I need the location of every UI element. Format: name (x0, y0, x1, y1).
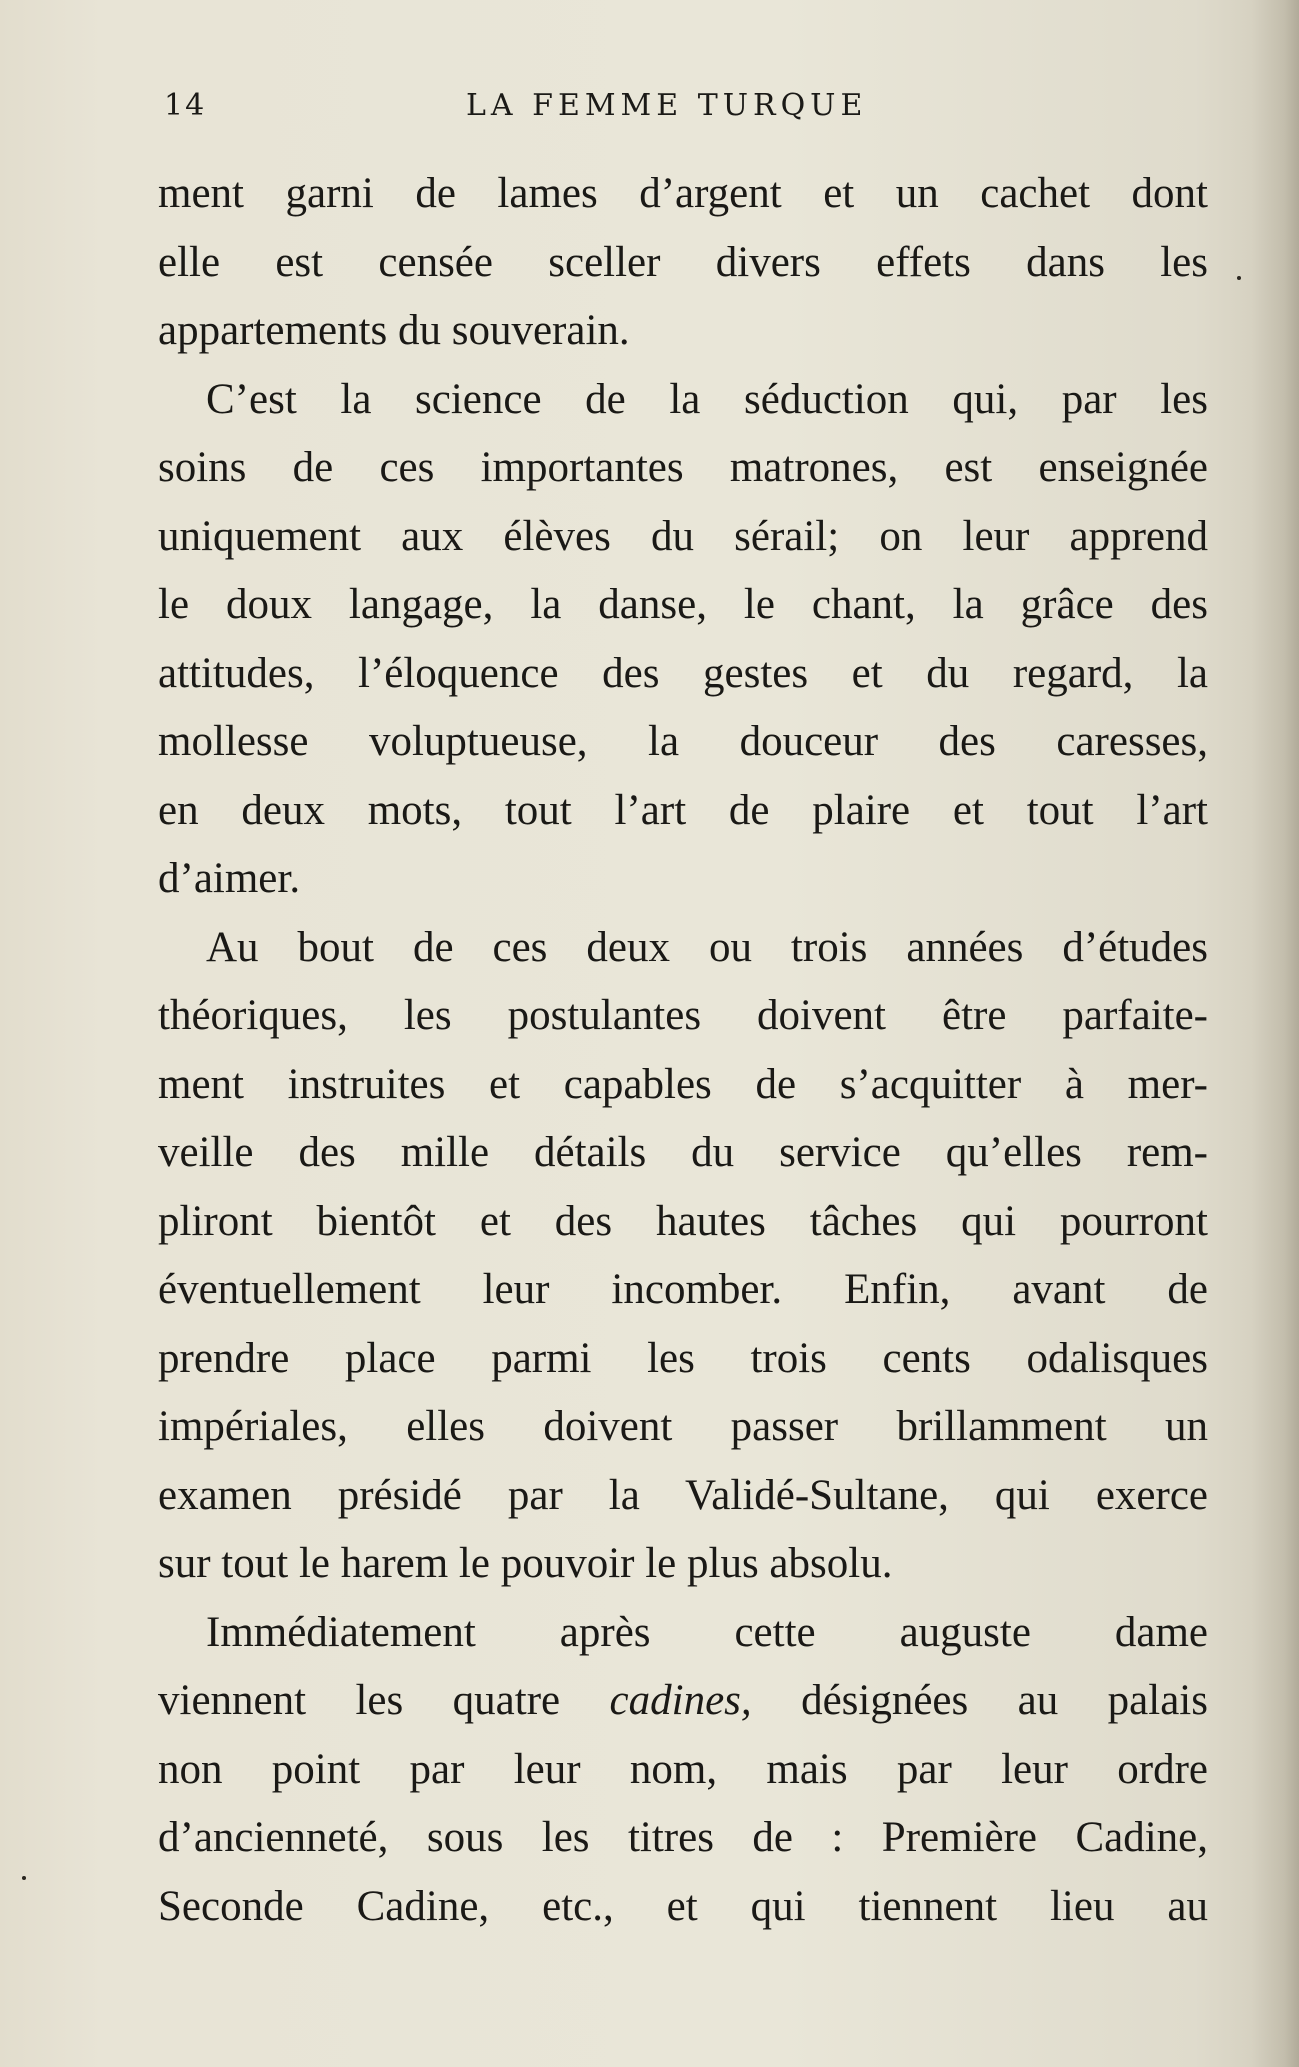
text-line: mollesse voluptueuse, la douceur des caresses, (158, 718, 1208, 765)
text-line: Immédiatement après cette auguste dame (206, 1608, 1208, 1656)
text-line (158, 1667, 1208, 1736)
paragraph-4 (158, 1599, 1208, 1942)
text-line: Seconde Cadine, etc., et qui tiennent lieu au (158, 1882, 1208, 1930)
text-line: sur tout le harem le pouvoir le plus absolu. (158, 1540, 893, 1587)
text-line: d’aimer. (158, 855, 301, 902)
body-text (158, 160, 1208, 1941)
text-line: C’est la science de la séduction qui, par les (206, 375, 1208, 423)
text-line: veille des mille détails du service qu’elles rem- (158, 1129, 1208, 1176)
text-line: impériales, elles doivent passer brillamment un (158, 1403, 1208, 1450)
text-line: uniquement aux élèves du sérail; on leur apprend (158, 512, 1208, 560)
text-line: ment garni de lames d’argent et un cachet dont (158, 170, 1208, 217)
text-line: ment instruites et capables de s’acquitter à mer- (158, 1060, 1208, 1108)
text-line: soins de ces importantes matrones, est enseignée (158, 444, 1208, 491)
text-line: théoriques, les postulantes doivent être parfaite- (158, 992, 1208, 1039)
text-line: le doux langage, la danse, le chant, la grâce des (158, 581, 1208, 628)
italic-term: cadines, (609, 1677, 752, 1724)
text-line: en deux mots, tout l’art de plaire et tout l’art (158, 786, 1208, 834)
text-run: désignées au palais (751, 1677, 1208, 1724)
text-line: prendre place parmi les trois cents odalisques (158, 1334, 1208, 1382)
text-line: examen présidé par la Validé-Sultane, qui exerce (158, 1471, 1208, 1519)
running-title: LA FEMME TURQUE (466, 88, 868, 123)
running-header (158, 88, 1208, 128)
print-speck (22, 1876, 26, 1880)
text-line: éventuellement leur incomber. Enfin, avant de (158, 1266, 1208, 1313)
paragraph-3 (158, 914, 1208, 1599)
text-run: viennent les quatre (158, 1677, 610, 1724)
text-line: non point par leur nom, mais par leur ordre (158, 1745, 1208, 1793)
text-line: Au bout de ces deux ou trois années d’études (206, 923, 1208, 971)
text-line: elle est censée sceller divers effets dans les (158, 238, 1208, 286)
text-line: pliront bientôt et des hautes tâches qui pourront (158, 1197, 1208, 1245)
text-line: attitudes, l’éloquence des gestes et du regard, la (158, 649, 1208, 697)
paragraph-2 (158, 366, 1208, 914)
text-line: d’ancienneté, sous les titres de : Première Cadine, (158, 1814, 1208, 1861)
paragraph-1 (158, 160, 1208, 366)
print-speck (1237, 276, 1241, 280)
text-line: appartements du souverain. (158, 307, 630, 354)
page-edge-shadow (1251, 0, 1299, 2067)
page-number: 14 (164, 88, 207, 123)
